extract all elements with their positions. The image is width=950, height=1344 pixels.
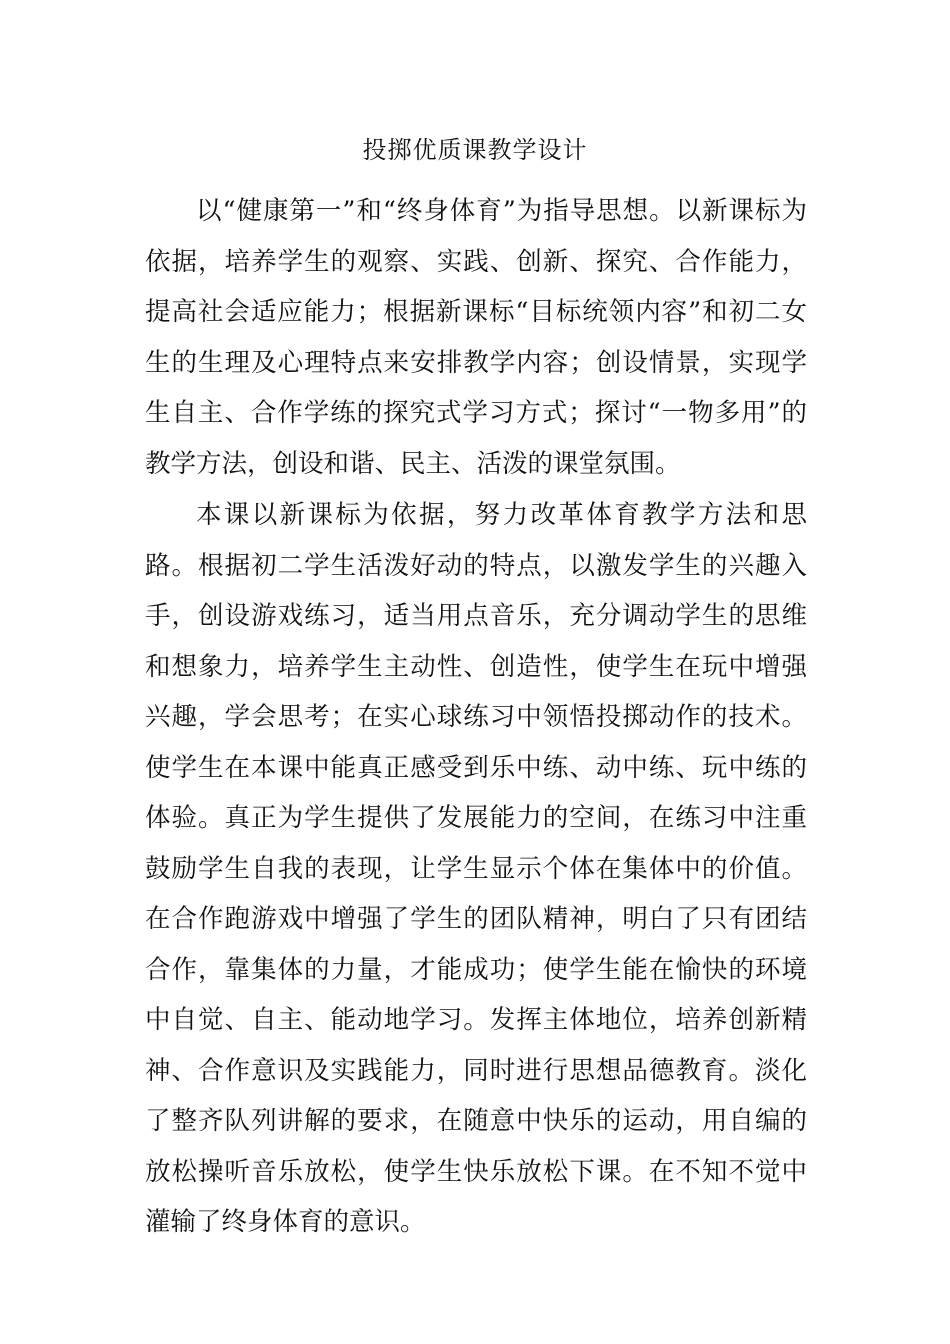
paragraph-guiding-ideology: 以“健康第一”和“终身体育”为指导思想。以新课标为依据，培养学生的观察、实践、创新、探究、合作能力，提高社会适应能力；根据新课标“目标统领内容”和初二女生的生理及心理特点来安排教学内容；创设情景，实现学生自主、合作学练的探究式学习方式；探讨“一物多用”的教学方法，创设和谐、民主、活泼的课堂氛围。 [145,196,807,479]
document-title: 投掷优质课教学设计 [362,136,588,164]
paragraph-lesson-design: 本课以新课标为依据，努力改革体育教学方法和思路。根据初二学生活泼好动的特点，以激发学生的兴趣入手，创设游戏练习，适当用点音乐，充分调动学生的思维和想象力，培养学生主动性、创造性，使学生在玩中增强兴趣，学会思考；在实心球练习中领悟投掷动作的技术。使学生在本课中能真正感受到乐中练、动中练、玩中练的体验。真正为学生提供了发展能力的空间，在练习中注重鼓励学生自我的表现，让学生显示个体在集体中的价值。在合作跑游戏中增强了学生的团队精神，明白了只有团结合作，靠集体的力量，才能成功；使学生能在愉快的环境中自觉、自主、能动地学习。发挥主体地位，培养创新精神、合作意识及实践能力，同时进行思想品德教育。淡化了整齐队列讲解的要求，在随意中快乐的运动，用自编的放松操听音乐放松，使学生快乐放松下课。在不知不觉中灌输了终身体育的意识。 [145,500,807,1237]
